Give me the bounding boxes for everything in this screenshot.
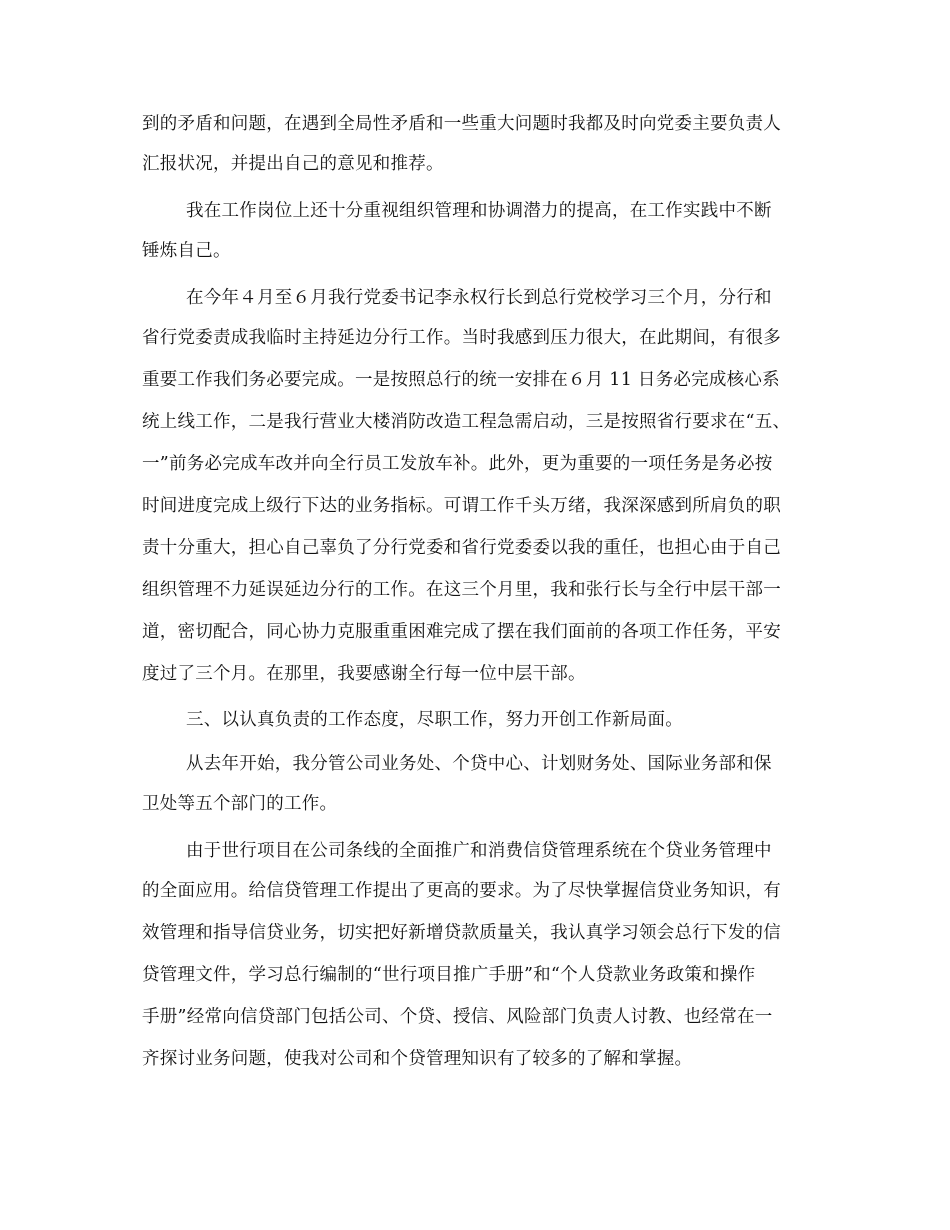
paragraph-line: 汇报状况，并提出自己的意见和推荐。 <box>142 154 444 174</box>
paragraph-line: 度过了三个月。在那里，我要感谢全行每一位中层干部。 <box>142 664 586 684</box>
paragraph-line: 由于世行项目在公司条线的全面推广和消费信贷管理系统在个贷业务管理中 <box>186 841 772 861</box>
paragraph-line: 省行党委责成我临时主持延边分行工作。当时我感到压力很大，在此期间，有很多 <box>142 328 781 348</box>
paragraph-line: 手册”经常向信贷部门包括公司、个贷、授信、风险部门负责人讨教、也经常在一 <box>142 1007 773 1027</box>
section-heading: 三、以认真负责的工作态度，尽职工作，努力开创工作新局面。 <box>186 710 683 730</box>
paragraph-line: 卫处等五个部门的工作。 <box>142 794 338 814</box>
paragraph-line: 在今年４月至６月我行党委书记李永权行长到总行党校学习三个月，分行和 <box>186 288 772 308</box>
paragraph-line: 责十分重大，担心自己辜负了分行党委和省行党委委以我的重任，也担心由于自己 <box>142 538 781 558</box>
paragraph-line: 锤炼自己。 <box>142 241 231 261</box>
paragraph-line: 一”前务必完成车改并向全行员工发放车补。此外，更为重要的一项任务是务必按 <box>142 454 773 474</box>
paragraph-line: 效管理和指导信贷业务，切实把好新增贷款质量关，我认真学习领会总行下发的信 <box>142 923 781 943</box>
paragraph-line: 道，密切配合，同心协力克服重重困难完成了摆在我们面前的各项工作任务，平安 <box>142 622 781 642</box>
paragraph-line: 时间进度完成上级行下达的业务指标。可谓工作千头万绪，我深深感到所肩负的职 <box>142 496 781 516</box>
paragraph-line: 贷管理文件，学习总行编制的“世行项目推广手册”和“个人贷款业务政策和操作 <box>142 965 756 985</box>
paragraph-line: 到的矛盾和问题，在遇到全局性矛盾和一些重大问题时我都及时向党委主要负责人 <box>142 114 781 134</box>
paragraph-line: 组织管理不力延误延边分行的工作。在这三个月里，我和张行长与全行中层干部一 <box>142 580 781 600</box>
paragraph-line: 齐探讨业务问题，使我对公司和个贷管理知识有了较多的了解和掌握。 <box>142 1049 693 1069</box>
paragraph-line: 从去年开始，我分管公司业务处、个贷中心、计划财务处、国际业务部和保 <box>186 754 772 774</box>
paragraph-line: 统上线工作，二是我行营业大楼消防改造工程急需启动，三是按照省行要求在“五、 <box>142 412 791 432</box>
paragraph-line: 的全面应用。给信贷管理工作提出了更高的要求。为了尽快掌握信贷业务知识，有 <box>142 881 781 901</box>
paragraph-line: 我在工作岗位上还十分重视组织管理和协调潜力的提高，在工作实践中不断 <box>186 201 772 221</box>
paragraph-line: 重要工作我们务必要完成。一是按照总行的统一安排在６月 11 日务必完成核心系 <box>142 370 780 390</box>
